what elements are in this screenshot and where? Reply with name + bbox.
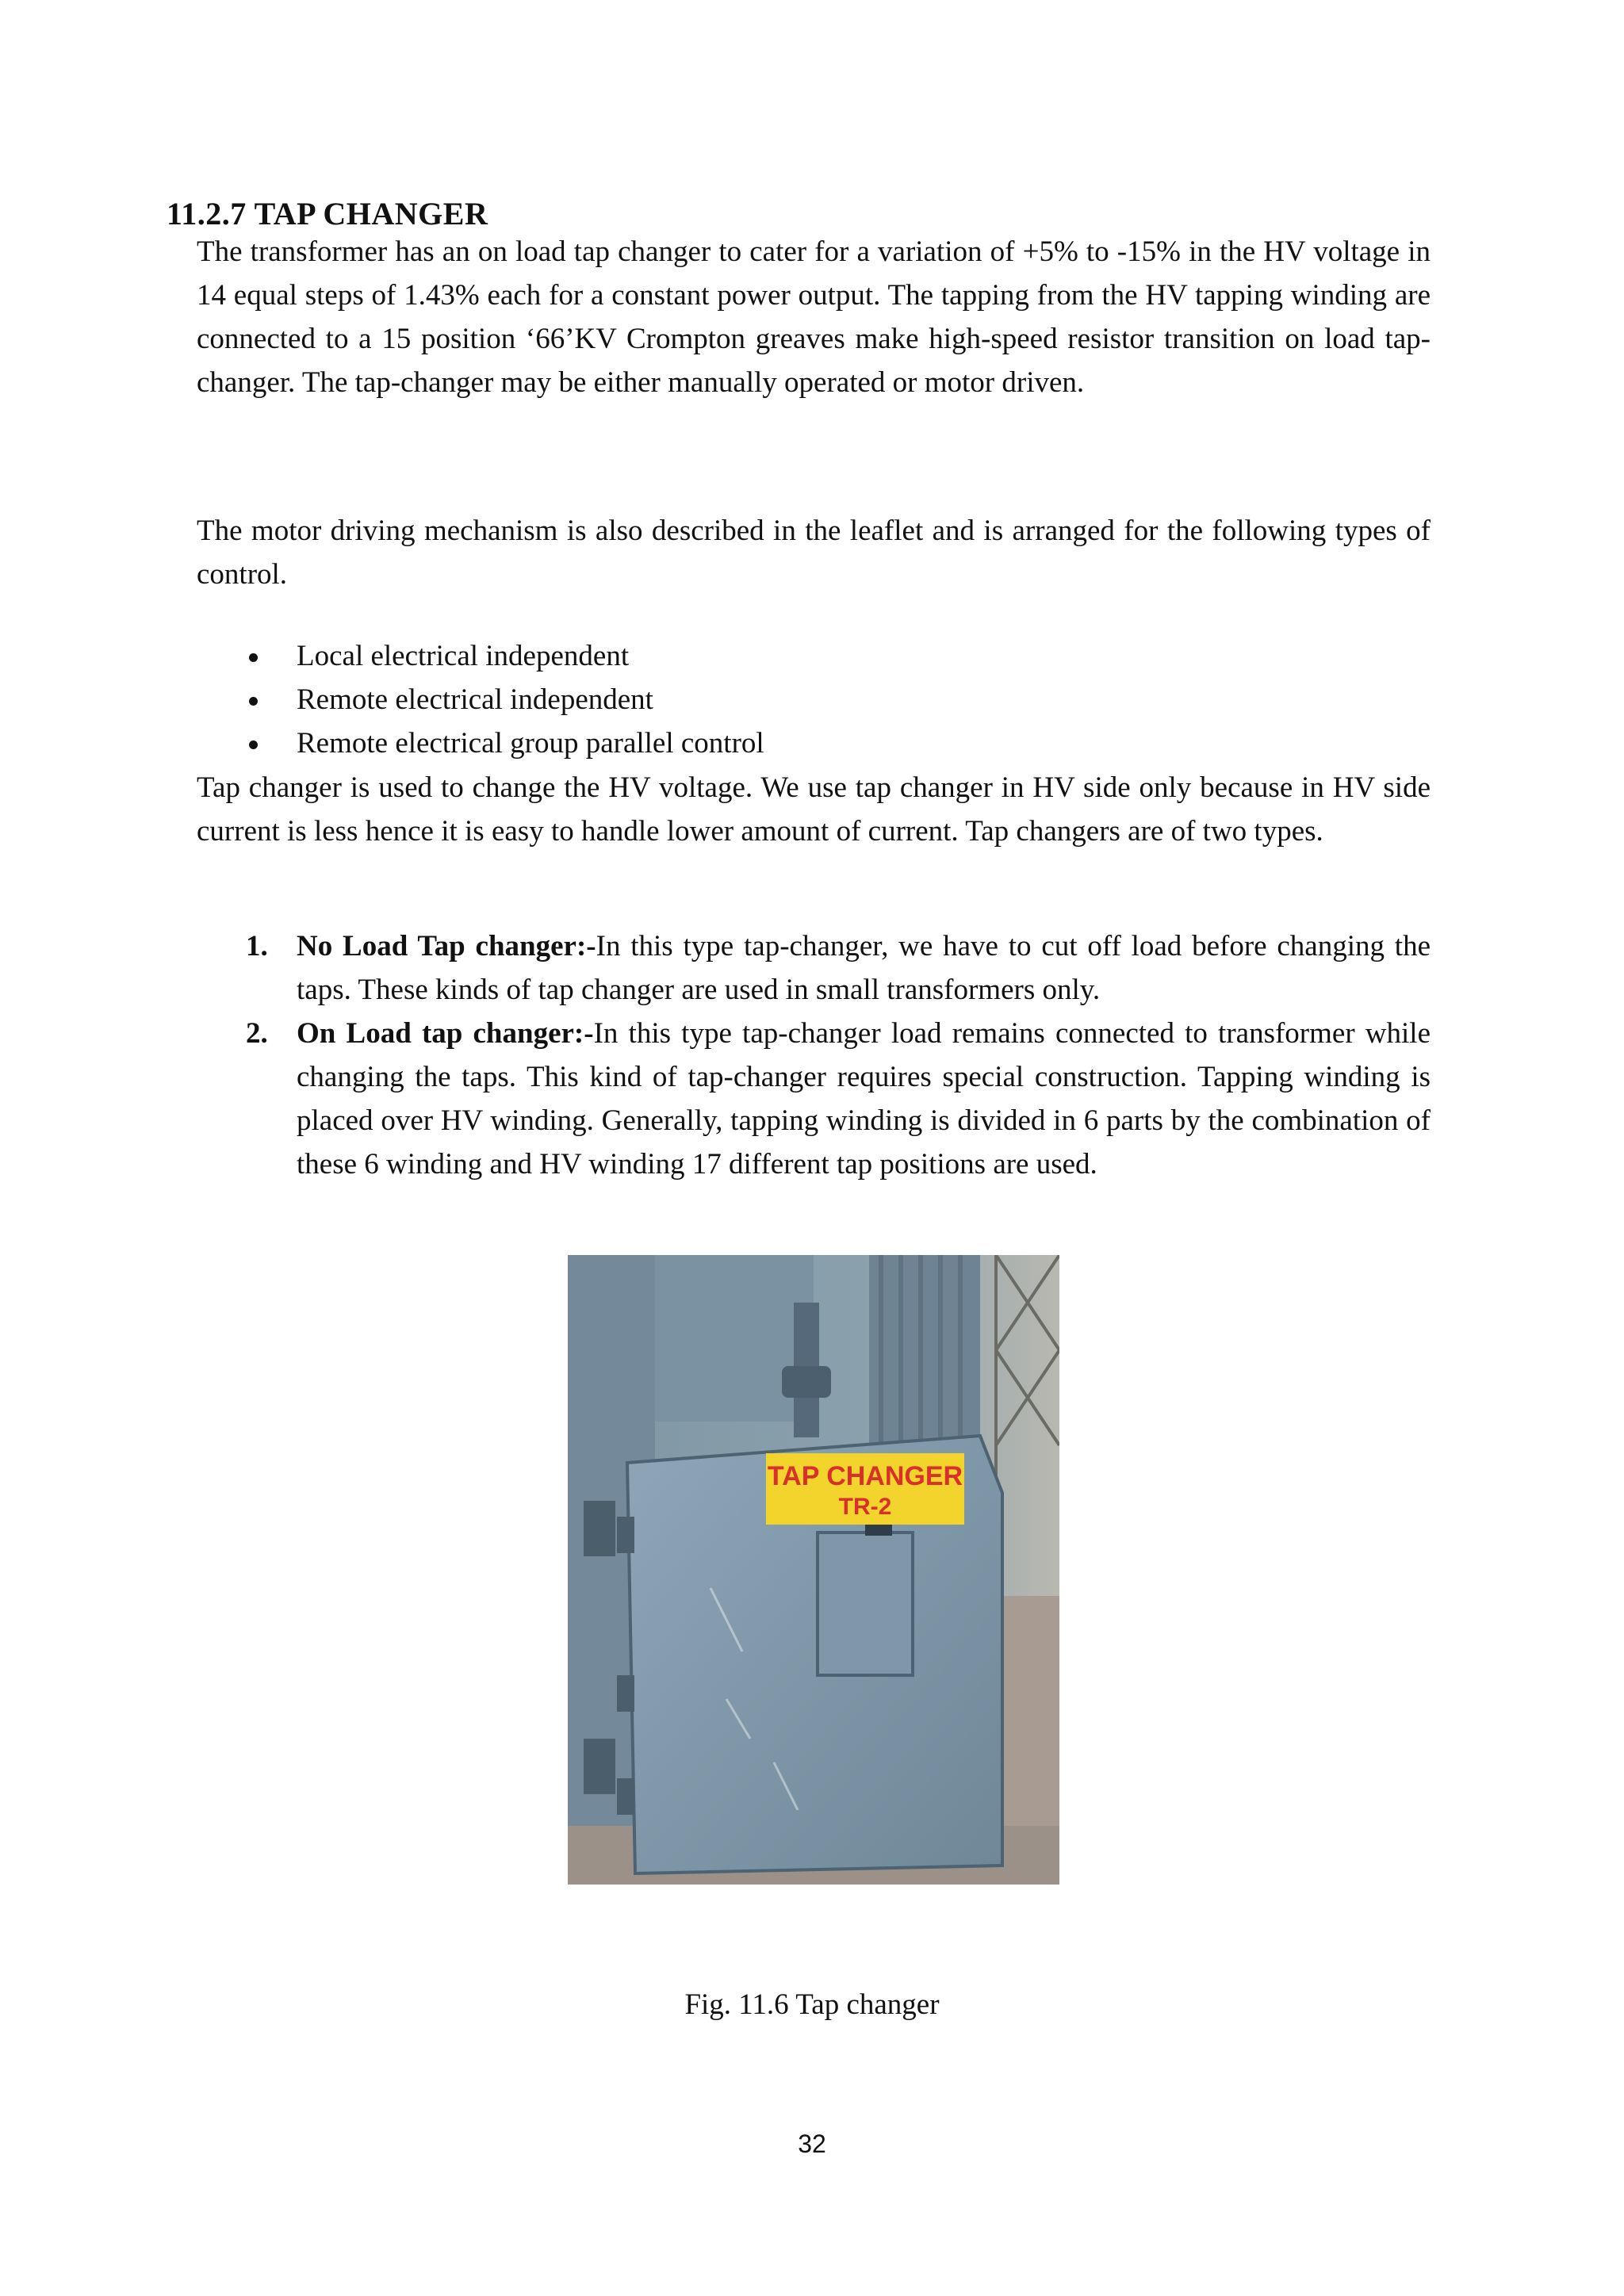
- figure-caption: Fig. 11.6 Tap changer: [684, 1988, 940, 2021]
- bullet-icon: [249, 697, 258, 706]
- list-item: [197, 924, 1431, 1012]
- item-text: In this type tap-changer load remains connected to transformer while changing the taps. This kind of tap-changer requires special construction. Tapping winding is placed over HV winding. Generally, tapping winding is divided in 6 parts by the combination of these 6 winding and HV winding 17 different tap positions are used.: [297, 1017, 1431, 1181]
- item-term: On Load tap changer:-: [297, 1017, 594, 1050]
- list-item: Local electrical independent: [197, 634, 1431, 678]
- list-item: [197, 1012, 1431, 1186]
- list-item: Remote electrical group parallel control: [197, 721, 1431, 765]
- item-text: In this type tap-changer, we have to cut off load before changing the taps. These kinds of tap changer are used in small transformers only.: [297, 930, 1431, 1006]
- section-heading: 11.2.7 TAP CHANGER: [167, 196, 488, 232]
- paragraph-tap-changer-usage: Tap changer is used to change the HV voltage. We use tap changer in HV side only because in HV side current is less hence it is easy to handle lower amount of current. Tap changers are of two types.: [197, 771, 1431, 848]
- control-types-list: [197, 634, 1431, 765]
- item-number: 1.: [246, 930, 268, 962]
- bullet-icon: [249, 653, 258, 662]
- paragraph-motor-mechanism: The motor driving mechanism is also described in the leaflet and is arranged for the following types of control.: [197, 515, 1431, 591]
- bullet-icon: [249, 740, 258, 749]
- item-number: 2.: [246, 1017, 268, 1050]
- list-item: Remote electrical independent: [197, 678, 1431, 721]
- page-number: 32: [798, 2130, 826, 2158]
- label-text: TR-2: [838, 1494, 892, 1520]
- label-text: TAP CHANGER: [767, 1461, 963, 1491]
- tap-changer-photo: [568, 1255, 1059, 1885]
- paragraph-tap-changer-description: The transformer has an on load tap changer to cater for a variation of +5% to -15% in the HV voltage in 14 equal steps of 1.43% each for a constant power output. The tapping from the HV tapping winding are connected to a 15 position ‘66’KV Crompton greaves make high-speed resistor transition on load tap-changer. The tap-changer may be either manually operated or motor driven.: [197, 235, 1431, 399]
- tap-changer-types-list: [197, 924, 1431, 1186]
- item-term: No Load Tap changer:-: [297, 930, 596, 962]
